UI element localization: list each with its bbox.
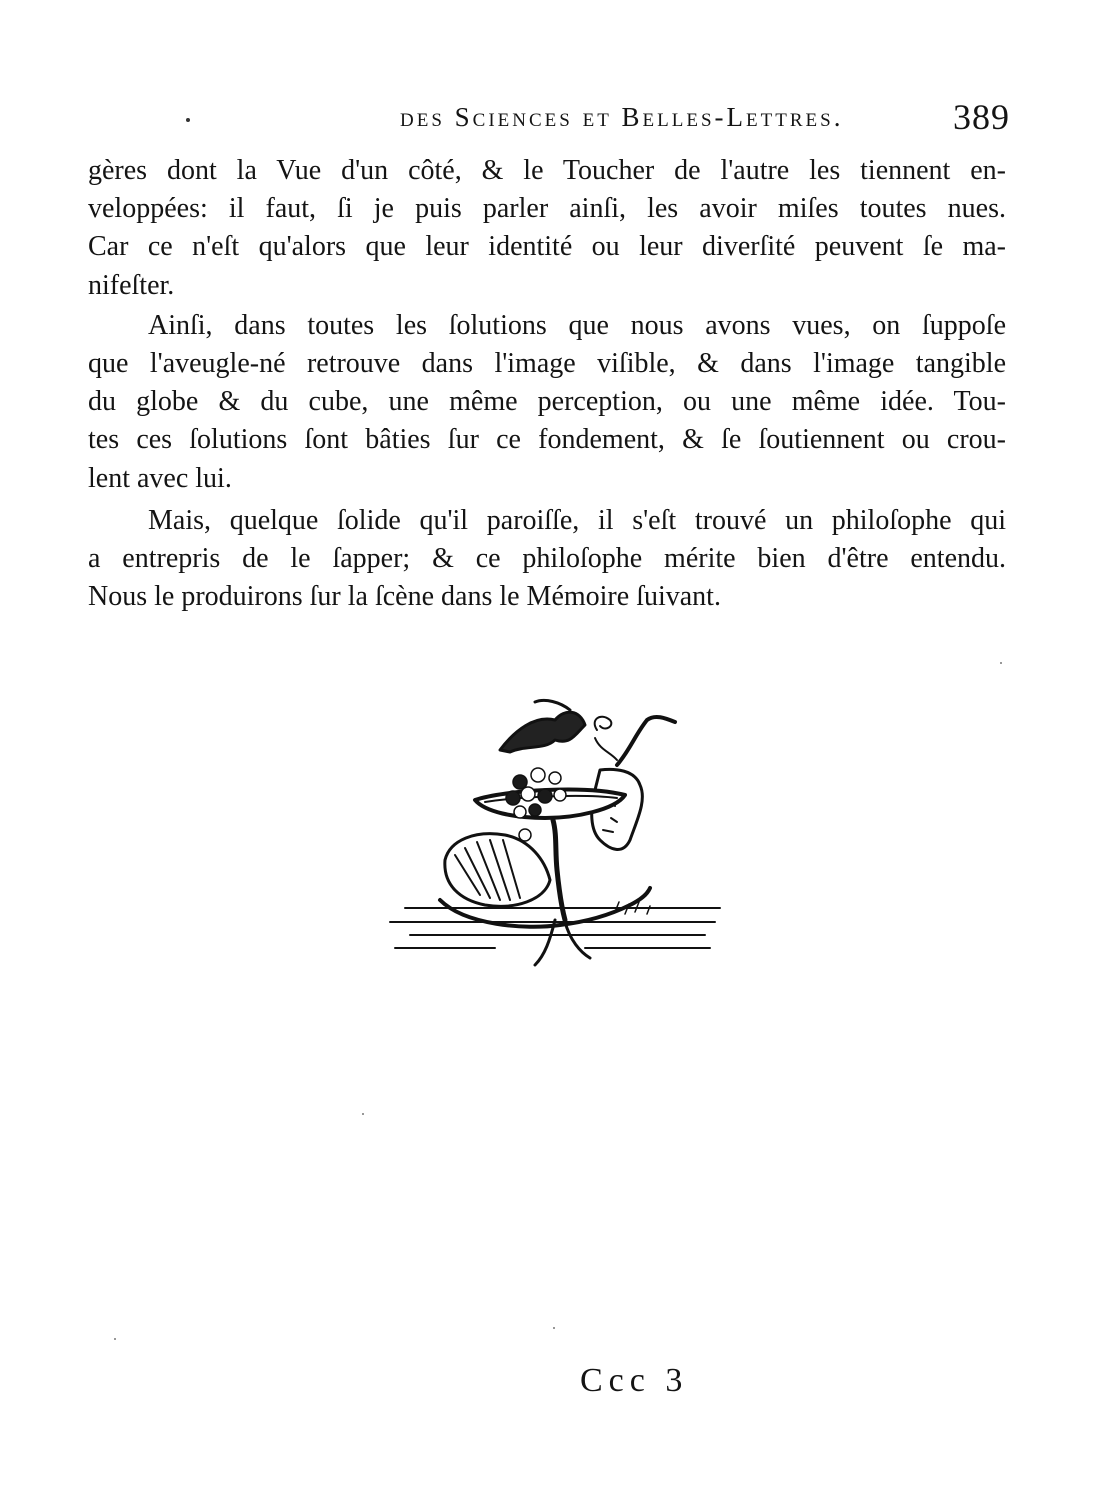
page-speck [114, 1338, 116, 1340]
running-header [150, 97, 1010, 140]
signature-mark: Ccc 3 [580, 1362, 689, 1399]
text-line: veloppées: il faut, ſi je puis parler ainſi, les avoir miſes toutes nues. [88, 193, 1006, 225]
text-line: du globe & du cube, une même perception, ou une même idée. Tou- [88, 386, 1006, 418]
ornament-drawing [385, 690, 730, 980]
text-line: Nous le produirons ſur la ſcène dans le Mémoire ſuivant. [88, 581, 721, 613]
page-speck [553, 1327, 555, 1329]
paragraph-2 [88, 307, 1006, 498]
text-line: Ainſi, dans toutes les ſolutions que nous avons vues, on ſuppoſe [148, 309, 1006, 341]
text-line: que l'aveugle-né retrouve dans l'image viſible, & dans l'image tangible [88, 347, 1006, 379]
text-line: Car ce n'eſt qu'alors que leur identité ou leur diverſité peuvent ſe ma- [88, 231, 1006, 263]
text-line: Mais, quelque ſolide qu'il paroiſſe, il s'eſt trouvé un philoſophe qui [148, 504, 1006, 536]
page-number: 389 [953, 97, 1010, 137]
text-line: nifeſter. [88, 269, 175, 301]
text-line: gères dont la Vue d'un côté, & le Toucher de l'autre les tiennent en- [88, 155, 1006, 186]
body-text [88, 152, 1006, 616]
running-title: des Sciences et Belles-Lettres. [400, 102, 844, 132]
paragraph-3 [88, 502, 1006, 617]
fruit-bowl-vignette-icon [385, 690, 730, 980]
paragraph-1 [88, 152, 1006, 305]
text-line: lent avec lui. [88, 462, 232, 494]
text-line: a entrepris de le ſapper; & ce philoſophe mérite bien d'être entendu. [88, 542, 1006, 574]
page-speck [362, 1113, 364, 1115]
page-speck [1000, 662, 1002, 664]
text-line: tes ces ſolutions ſont bâties ſur ce fondement, & ſe ſoutiennent ou crou- [88, 424, 1006, 456]
header-dot [186, 118, 190, 122]
